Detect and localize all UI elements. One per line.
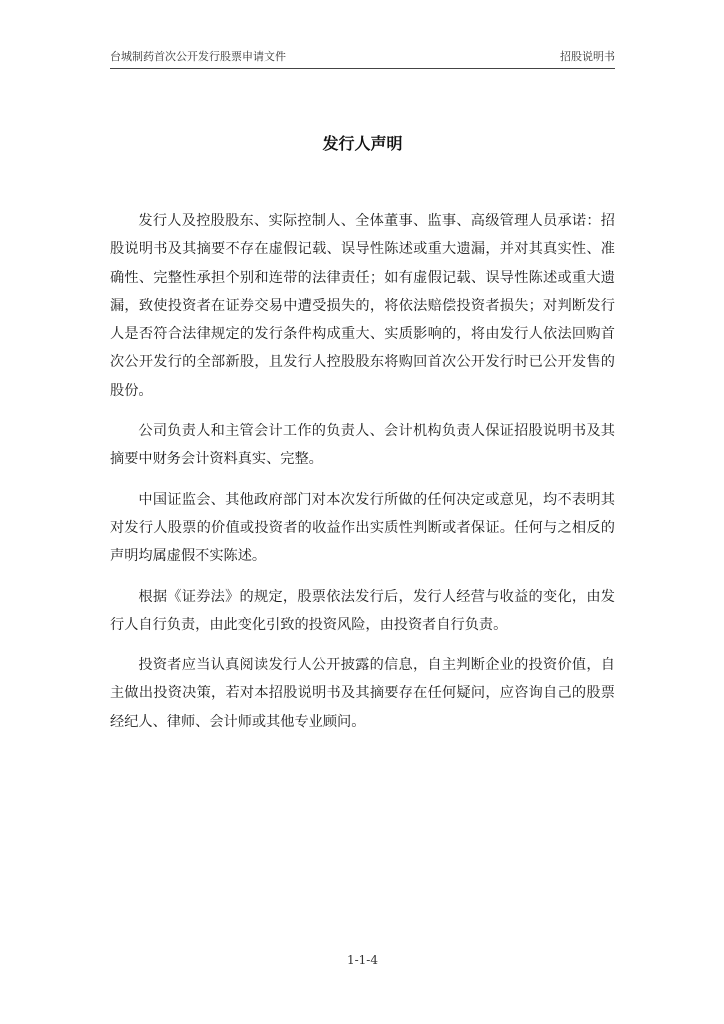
statement-paragraph-5: 投资者应当认真阅读发行人公开披露的信息，自主判断企业的投资价值，自主做出投资决策，若对本招股说明书及其摘要存在任何疑问，应咨询自己的股票经纪人、律师、会计师或其他专业顾问。 [110, 657, 615, 730]
statement-body [110, 207, 615, 748]
header-document-name: 台城制药首次公开发行股票申请文件 [110, 50, 286, 63]
statement-paragraph-2: 公司负责人和主管会计工作的负责人、会计机构负责人保证招股说明书及其摘要中财务会计资料真实、完整。 [110, 423, 615, 468]
page-number: 1-1-4 [346, 953, 378, 967]
page-title: 发行人声明 [322, 134, 403, 153]
page-header [110, 50, 615, 70]
statement-paragraph-3: 中国证监会、其他政府部门对本次发行所做的任何决定或意见，均不表明其对发行人股票的价值或投资者的收益作出实质性判断或者保证。任何与之相反的声明均属虚假不实陈述。 [110, 491, 615, 565]
statement-paragraph-4: 根据《证券法》的规定，股票依法发行后，发行人经营与收益的变化，由发行人自行负责，由此变化引致的投资风险，由投资者自行负责。 [110, 588, 615, 633]
header-divider [110, 68, 615, 69]
header-section-name: 招股说明书 [560, 50, 615, 63]
statement-paragraph-1: 发行人及控股股东、实际控制人、全体董事、监事、高级管理人员承诺：招股说明书及其摘要不存在虚假记载、误导性陈述或重大遗漏，并对其真实性、准确性、完整性承担个别和连带的法律责任；如有虚假记载、误导性陈述或重大遗漏，致使投资者在证券交易中遭受损失的，将依法赔偿投资者损失；对判断发行人是否符合法律规定的发行条件构成重大、实质影响的，将由发行人依法回购首次公开发行的全部新股，且发行人控股股东将购回首次公开发行时已公开发售的股份。 [110, 213, 615, 399]
